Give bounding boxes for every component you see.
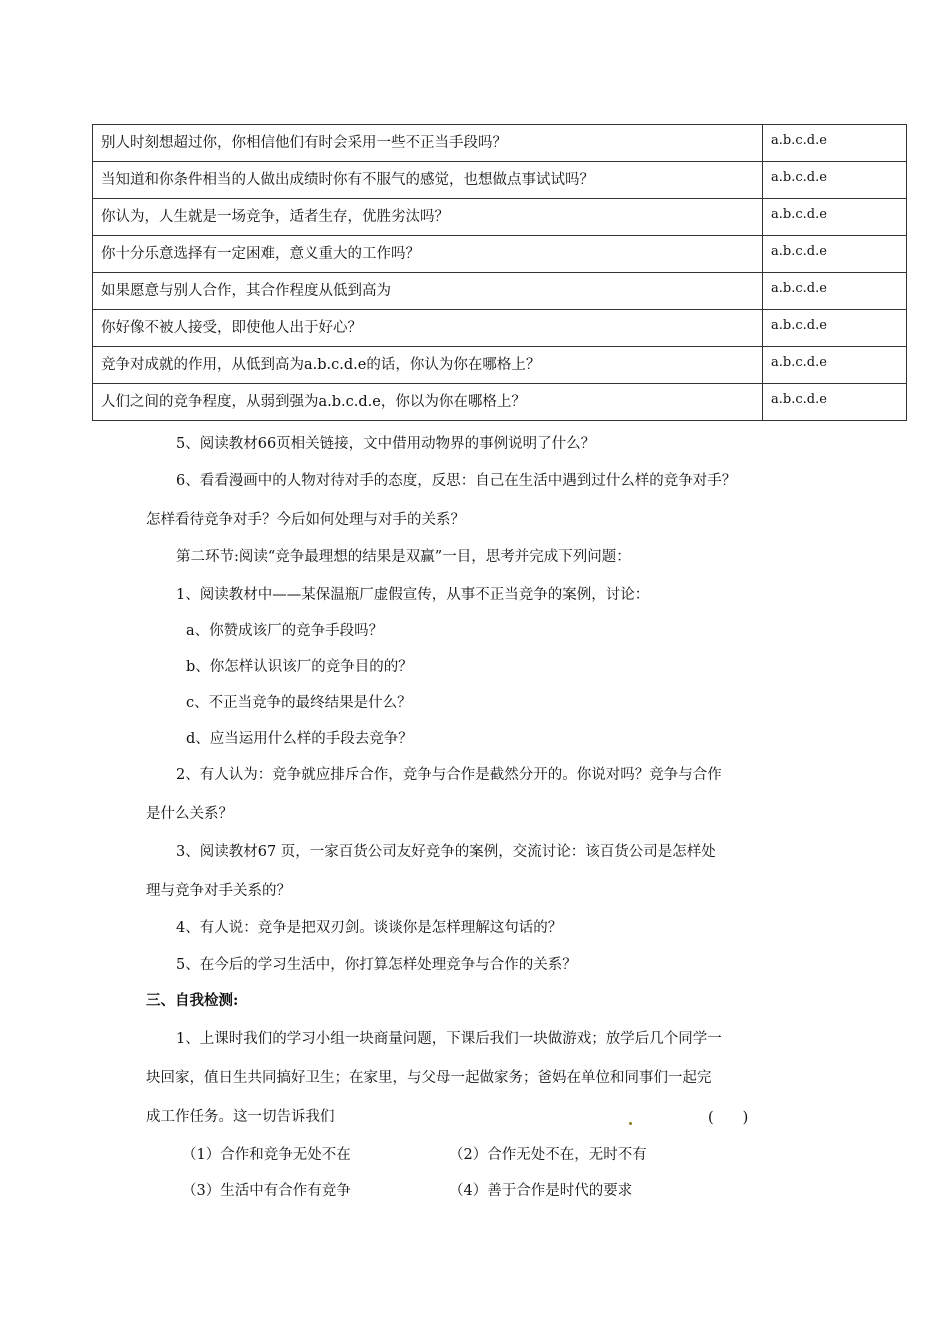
- question-cell: 你好像不被人接受，即使他人出于好心？: [93, 310, 763, 347]
- s2-question-4: 4、有人说：竞争是把双刃剑。谈谈你是怎样理解这句话的？: [176, 920, 563, 936]
- question-cell: 如果愿意与别人合作，其合作程度从低到高为: [93, 273, 763, 310]
- question-5: 5、阅读教材66页相关链接，文中借用动物界的事例说明了什么？: [176, 436, 596, 452]
- question-6-line1: 6、看看漫画中的人物对待对手的态度，反思：自己在生活中遇到过什么样的竞争对手？: [176, 473, 737, 489]
- options-cell: a.b.c.d.e: [763, 162, 907, 199]
- s2-question-1d: d、应当运用什么样的手段去竞争？: [186, 731, 413, 747]
- s2-question-5: 5、在今后的学习生活中，你打算怎样处理竞争与合作的关系？: [176, 957, 577, 973]
- s2-question-2-line2: 是什么关系？: [146, 806, 233, 822]
- table-row: [93, 273, 907, 310]
- s2-question-1c: c、不正当竞争的最终结果是什么？: [186, 695, 412, 711]
- s2-question-3-line1: 3、阅读教材67 页，一家百货公司友好竞争的案例，交流讨论：该百货公司是怎样处: [176, 844, 716, 860]
- options-cell: a.b.c.d.e: [763, 310, 907, 347]
- question-cell: 竞争对成就的作用，从低到高为a.b.c.d.e的话，你认为你在哪格上？: [93, 347, 763, 384]
- test-question-1-line3: 成工作任务。这一切告诉我们: [146, 1109, 335, 1125]
- option-1: （1）合作和竞争无处不在: [182, 1147, 351, 1163]
- s2-question-3-line2: 理与竞争对手关系的？: [146, 883, 291, 899]
- option-2: （2）合作无处不在，无时不有: [449, 1147, 647, 1163]
- options-cell: a.b.c.d.e: [763, 199, 907, 236]
- options-cell: a.b.c.d.e: [763, 273, 907, 310]
- answer-blank: ( ): [708, 1110, 749, 1126]
- table-row: [93, 384, 907, 421]
- question-cell: 别人时刻想超过你，你相信他们有时会采用一些不正当手段吗？: [93, 125, 763, 162]
- question-cell: 你十分乐意选择有一定困难，意义重大的工作吗？: [93, 236, 763, 273]
- option-3: （3）生活中有合作有竞争: [182, 1183, 351, 1199]
- question-cell: 你认为，人生就是一场竞争，适者生存，优胜劣汰吗？: [93, 199, 763, 236]
- s2-question-1b: b、你怎样认识该厂的竞争目的的？: [186, 659, 413, 675]
- table-row: [93, 162, 907, 199]
- options-cell: a.b.c.d.e: [763, 125, 907, 162]
- question-cell: 当知道和你条件相当的人做出成绩时你有不服气的感觉，也想做点事试试吗？: [93, 162, 763, 199]
- survey-table: [92, 124, 907, 421]
- s2-question-1: 1、阅读教材中——某保温瓶厂虚假宣传，从事不正当竞争的案例，讨论：: [176, 587, 650, 603]
- options-cell: a.b.c.d.e: [763, 347, 907, 384]
- table-row: [93, 236, 907, 273]
- s2-question-1a: a、你赞成该厂的竞争手段吗？: [186, 623, 384, 639]
- option-4: （4）善于合作是时代的要求: [449, 1183, 633, 1199]
- options-cell: a.b.c.d.e: [763, 384, 907, 421]
- options-cell: a.b.c.d.e: [763, 236, 907, 273]
- table-row: [93, 347, 907, 384]
- table-row: [93, 125, 907, 162]
- question-6-line2: 怎样看待竞争对手？今后如何处理与对手的关系？: [146, 512, 465, 528]
- s2-question-2-line1: 2、有人认为：竞争就应排斥合作，竞争与合作是截然分开的。你说对吗？竞争与合作: [176, 767, 722, 783]
- table-row: [93, 310, 907, 347]
- stray-mark: [629, 1122, 632, 1125]
- table-row: [93, 199, 907, 236]
- question-cell: 人们之间的竞争程度，从弱到强为a.b.c.d.e，你以为你在哪格上？: [93, 384, 763, 421]
- section-2-heading: 第二环节:阅读“竞争最理想的结果是双赢”一目，思考并完成下列问题：: [176, 549, 631, 565]
- test-question-1-line2: 块回家，值日生共同搞好卫生；在家里，与父母一起做家务；爸妈在单位和同事们一起完: [146, 1070, 712, 1086]
- test-question-1-line1: 1、上课时我们的学习小组一块商量问题，下课后我们一块做游戏；放学后几个同学一: [176, 1031, 722, 1047]
- section-3-heading: 三、自我检测:: [146, 992, 239, 1009]
